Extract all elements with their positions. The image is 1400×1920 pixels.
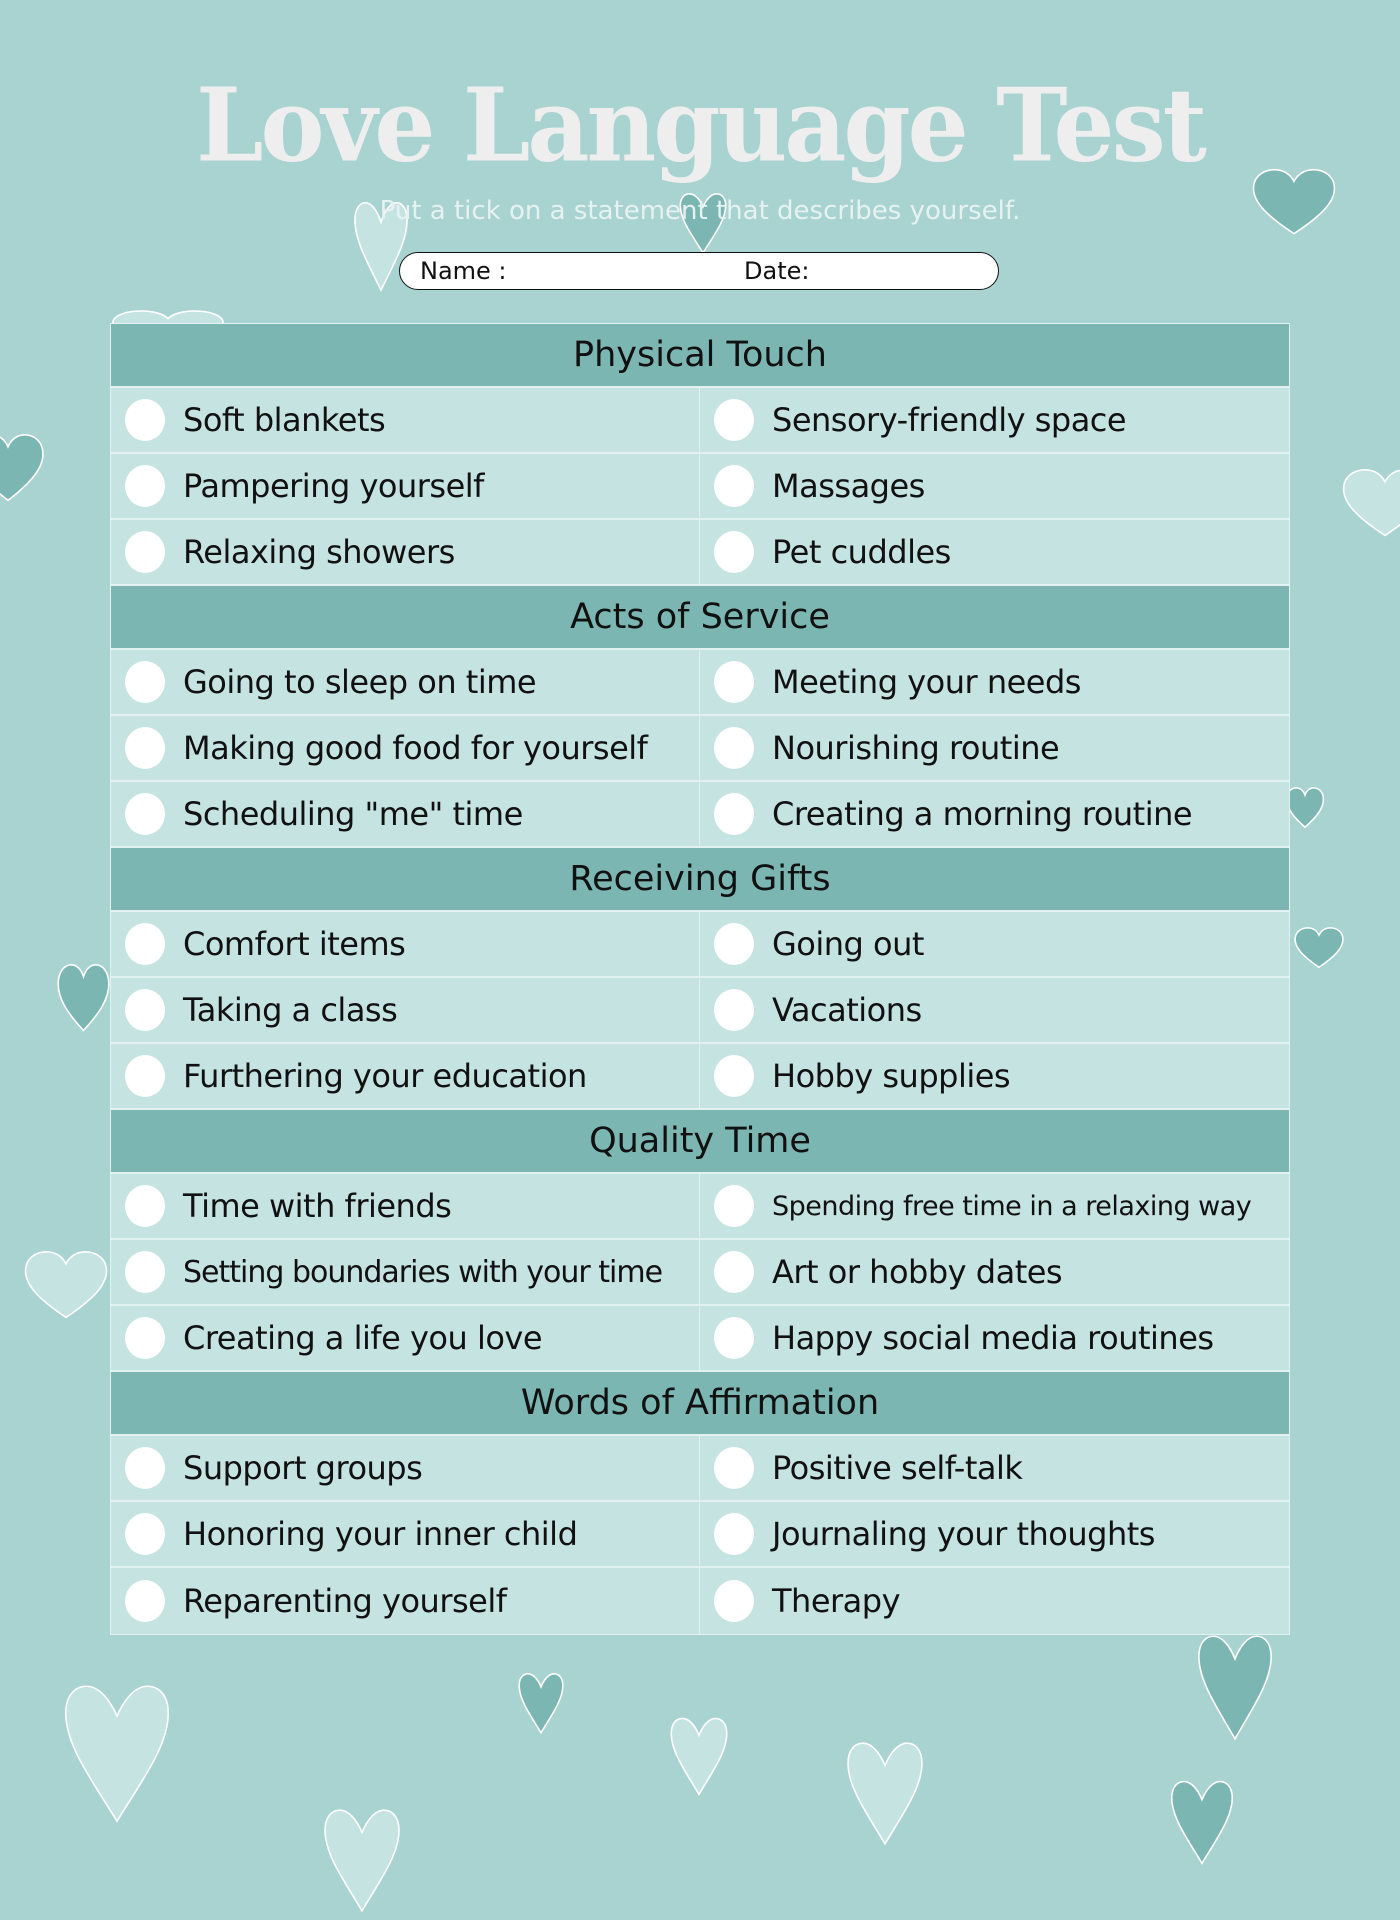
table-row [111, 1436, 1289, 1502]
heart-icon [1340, 465, 1400, 545]
checklist-item[interactable] [111, 1568, 700, 1634]
heart-icon [0, 430, 46, 510]
heart-icon [56, 960, 111, 1040]
item-label: Positive self-talk [772, 1449, 1023, 1487]
checklist-item[interactable] [700, 1568, 1289, 1634]
item-label: Reparenting yourself [183, 1582, 507, 1620]
item-label: Art or hobby dates [772, 1253, 1063, 1291]
item-label: Therapy [772, 1582, 901, 1620]
table-row [111, 454, 1289, 520]
table-row [111, 1306, 1289, 1372]
tick-circle[interactable] [125, 727, 165, 769]
table-row [111, 650, 1289, 716]
item-label: Support groups [183, 1449, 423, 1487]
tick-circle[interactable] [125, 1580, 165, 1622]
section-header-words-of-affirmation: Words of Affirmation [111, 1372, 1289, 1436]
heart-icon [318, 1807, 406, 1913]
checklist-item[interactable] [700, 1306, 1289, 1370]
heart-icon [56, 1682, 178, 1824]
table-row [111, 782, 1289, 848]
tick-circle[interactable] [125, 531, 165, 573]
tick-circle[interactable] [125, 793, 165, 835]
item-label: Nourishing routine [772, 729, 1060, 767]
checklist-item[interactable] [111, 520, 700, 584]
item-label: Soft blankets [183, 401, 386, 439]
tick-circle[interactable] [125, 1185, 165, 1227]
checklist-item[interactable] [700, 716, 1289, 780]
table-row [111, 1044, 1289, 1110]
heart-icon [666, 1716, 732, 1796]
table-row [111, 1240, 1289, 1306]
checklist-item[interactable] [700, 1240, 1289, 1304]
checklist-item[interactable] [111, 978, 700, 1042]
section-header-quality-time: Quality Time [111, 1110, 1289, 1174]
tick-circle[interactable] [714, 465, 754, 507]
checklist-item[interactable] [111, 782, 700, 846]
item-label: Creating a life you love [183, 1319, 543, 1357]
section-header-acts-of-service: Acts of Service [111, 586, 1289, 650]
table-row [111, 520, 1289, 586]
checklist-item[interactable] [700, 978, 1289, 1042]
heart-icon [1166, 1779, 1238, 1865]
checklist-item[interactable] [700, 1436, 1289, 1500]
heart-icon [1285, 785, 1325, 833]
tick-circle[interactable] [125, 989, 165, 1031]
checklist-item[interactable] [700, 1174, 1289, 1238]
heart-icon [841, 1740, 929, 1846]
item-label: Journaling your thoughts [772, 1515, 1155, 1553]
tick-circle[interactable] [125, 1513, 165, 1555]
tick-circle[interactable] [714, 1185, 754, 1227]
item-label: Spending free time in a relaxing way [772, 1190, 1252, 1222]
checklist-item[interactable] [111, 388, 700, 452]
page-title: Love Language Test [196, 66, 1204, 185]
table-row [111, 1568, 1289, 1634]
item-label: Going to sleep on time [183, 663, 537, 701]
checklist-item[interactable] [700, 650, 1289, 714]
section-header-receiving-gifts: Receiving Gifts [111, 848, 1289, 912]
tick-circle[interactable] [125, 1055, 165, 1097]
item-label: Vacations [772, 991, 922, 1029]
tick-circle[interactable] [714, 1317, 754, 1359]
checklist-item[interactable] [700, 1044, 1289, 1108]
tick-circle[interactable] [714, 1447, 754, 1489]
checklist-item[interactable] [111, 1174, 700, 1238]
tick-circle[interactable] [125, 1317, 165, 1359]
checklist-item[interactable] [111, 1044, 700, 1108]
item-label: Happy social media routines [772, 1319, 1214, 1357]
table-row [111, 912, 1289, 978]
checklist-item[interactable] [111, 716, 700, 780]
item-label: Taking a class [183, 991, 398, 1029]
item-label: Going out [772, 925, 924, 963]
heart-icon [515, 1672, 567, 1734]
tick-circle[interactable] [125, 1251, 165, 1293]
table-row [111, 1174, 1289, 1240]
item-label: Time with friends [183, 1187, 452, 1225]
section-header-physical-touch: Physical Touch [111, 324, 1289, 388]
item-label: Relaxing showers [183, 533, 455, 571]
item-label: Making good food for yourself [183, 729, 648, 767]
tick-circle[interactable] [714, 727, 754, 769]
checklist-item[interactable] [700, 782, 1289, 846]
tick-circle[interactable] [714, 923, 754, 965]
checklist-item[interactable] [111, 1436, 700, 1500]
item-label: Pet cuddles [772, 533, 951, 571]
tick-circle[interactable] [714, 1580, 754, 1622]
tick-circle[interactable] [125, 1447, 165, 1489]
tick-circle[interactable] [125, 399, 165, 441]
checklist-item[interactable] [111, 454, 700, 518]
name-date-field[interactable] [399, 252, 999, 290]
item-label: Massages [772, 467, 925, 505]
tick-circle[interactable] [714, 399, 754, 441]
item-label: Pampering yourself [183, 467, 484, 505]
table-row [111, 1502, 1289, 1568]
instructions-subtitle: Put a tick on a statement that describes yourself. [379, 196, 1021, 226]
table-row [111, 388, 1289, 454]
checklist-item[interactable] [111, 912, 700, 976]
tick-circle[interactable] [714, 1513, 754, 1555]
checklist-item[interactable] [111, 1502, 700, 1566]
checklist-item[interactable] [700, 520, 1289, 584]
checklist-item[interactable] [111, 650, 700, 714]
tick-circle[interactable] [714, 1251, 754, 1293]
heart-icon [1293, 925, 1345, 973]
item-label: Sensory-friendly space [772, 401, 1127, 439]
date-label: Date: [744, 257, 810, 285]
checklist-item[interactable] [700, 1502, 1289, 1566]
love-language-checklist [110, 323, 1290, 1635]
checklist-item[interactable] [700, 912, 1289, 976]
heart-icon [22, 1247, 110, 1327]
tick-circle[interactable] [714, 989, 754, 1031]
tick-circle[interactable] [125, 923, 165, 965]
tick-circle[interactable] [125, 465, 165, 507]
tick-circle[interactable] [714, 531, 754, 573]
item-label: Honoring your inner child [183, 1515, 578, 1553]
checklist-item[interactable] [111, 1240, 700, 1304]
table-row [111, 978, 1289, 1044]
item-label: Comfort items [183, 925, 406, 963]
item-label: Hobby supplies [772, 1057, 1011, 1095]
checklist-item[interactable] [700, 388, 1289, 452]
tick-circle[interactable] [714, 793, 754, 835]
heart-icon [1192, 1633, 1278, 1741]
item-label: Setting boundaries with your time [183, 1254, 663, 1290]
name-label: Name : [420, 257, 507, 285]
tick-circle[interactable] [125, 661, 165, 703]
item-label: Scheduling "me" time [183, 795, 523, 833]
tick-circle[interactable] [714, 1055, 754, 1097]
tick-circle[interactable] [714, 661, 754, 703]
item-label: Creating a morning routine [772, 795, 1193, 833]
checklist-item[interactable] [111, 1306, 700, 1370]
table-row [111, 716, 1289, 782]
item-label: Meeting your needs [772, 663, 1081, 701]
checklist-item[interactable] [700, 454, 1289, 518]
item-label: Furthering your education [183, 1057, 587, 1095]
